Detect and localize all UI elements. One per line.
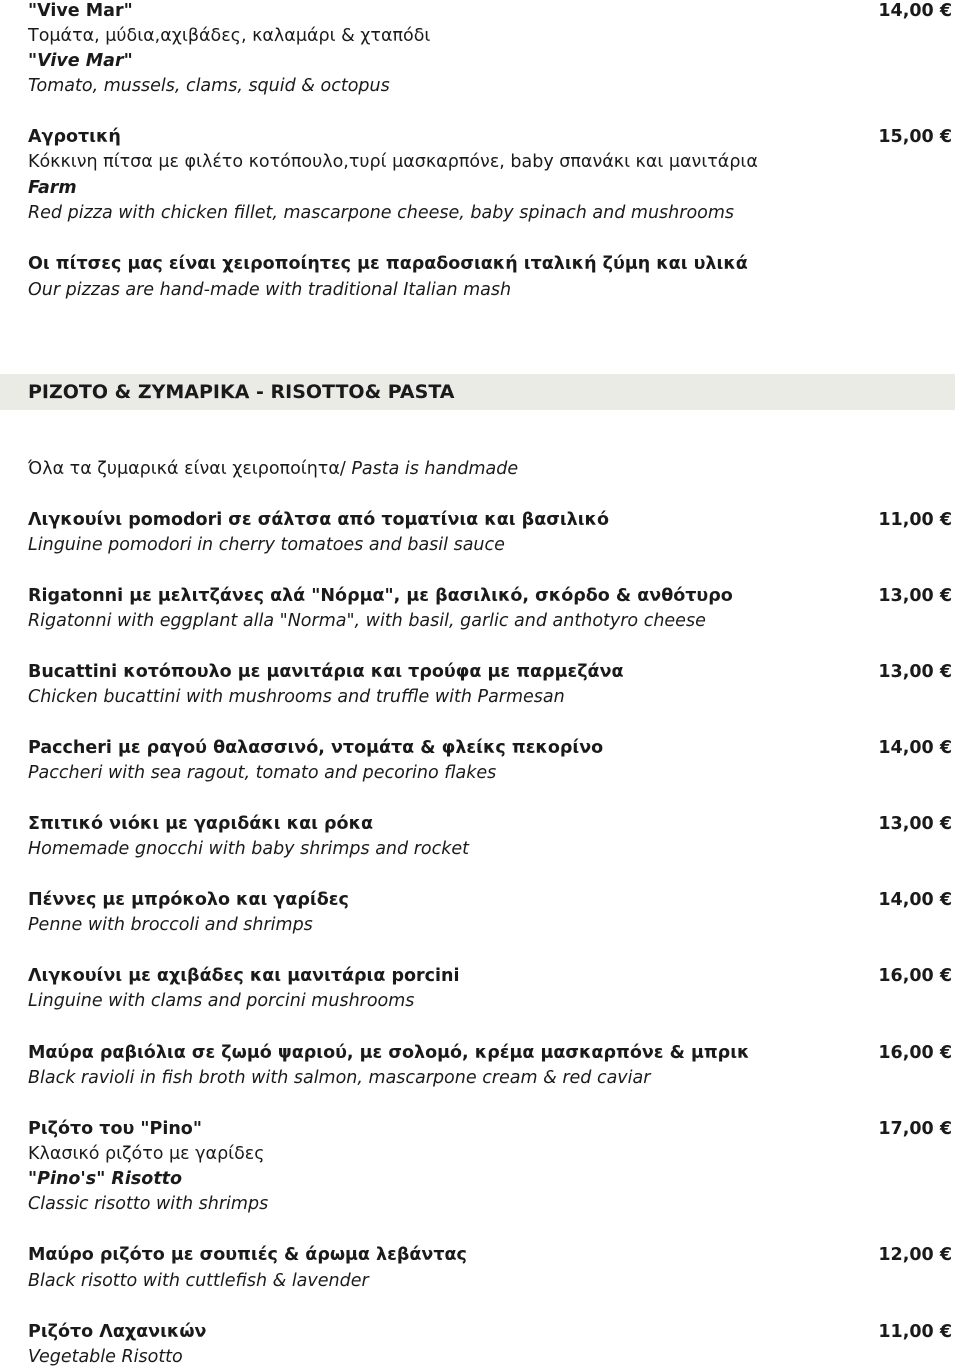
menu-item-price: 14,00 € xyxy=(878,738,952,758)
menu-item-description-english: Classic risotto with shrimps xyxy=(28,1194,269,1214)
menu-item-price: 14,00 € xyxy=(878,890,952,910)
menu-item-price: 11,00 € xyxy=(878,510,952,530)
menu-item-price: 17,00 € xyxy=(878,1119,952,1139)
menu-item-name: Πέννες με μπρόκολο και γαρίδες xyxy=(28,890,349,910)
menu-item-name: Αγροτική xyxy=(28,127,121,147)
pizza-note-greek: Οι πίτσες μας είναι χειροποίητες με παραδοσιακή ιταλική ζύμη και υλικά xyxy=(28,254,748,274)
menu-item-description-english: Rigatonni with eggplant alla "Norma", with basil, garlic and anthotyro cheese xyxy=(28,611,706,631)
menu-item-description-english: Homemade gnocchi with baby shrimps and rocket xyxy=(28,839,469,859)
menu-item-description-greek: Κόκκινη πίτσα με φιλέτο κοτόπουλο,τυρί μασκαρπόνε, baby σπανάκι και μανιτάρια xyxy=(28,152,758,172)
menu-item-name: Rigatonni με μελιτζάνες αλά "Νόρμα", με βασιλικό, σκόρδο & ανθότυρο xyxy=(28,586,733,606)
menu-item-description-english: Red pizza with chicken fillet, mascarpone cheese, baby spinach and mushrooms xyxy=(28,203,735,223)
menu-item-price: 13,00 € xyxy=(878,814,952,834)
menu-item-name: Λιγκουίνι με αχιβάδες και μανιτάρια porcini xyxy=(28,966,460,986)
menu-item-name: Ριζότο Λαχανικών xyxy=(28,1322,207,1342)
menu-item-description-greek: Κλασικό ριζότο με γαρίδες xyxy=(28,1144,265,1164)
menu-item-description-english: Black ravioli in fish broth with salmon, mascarpone cream & red caviar xyxy=(28,1068,651,1088)
menu-item-price: 15,00 € xyxy=(878,127,952,147)
menu-item-name: "Vive Mar" xyxy=(28,1,133,21)
menu-item-price: 16,00 € xyxy=(878,1043,952,1063)
section-note-english: Pasta is handmade xyxy=(351,459,519,479)
menu-item-name: Λιγκουίνι pomodori σε σάλτσα από τοματίνια και βασιλικό xyxy=(28,510,610,530)
menu-item-price: 14,00 € xyxy=(878,1,952,21)
menu-item-description-greek: Τομάτα, μύδια,αχιβάδες, καλαμάρι & χταπόδι xyxy=(28,26,431,46)
menu-item-name: Σπιτικό νιόκι με γαριδάκι και ρόκα xyxy=(28,814,374,834)
menu-item-price: 16,00 € xyxy=(878,966,952,986)
section-note xyxy=(28,458,518,480)
menu-item-description-english: Chicken bucattini with mushrooms and truffle with Parmesan xyxy=(28,687,565,707)
menu-item-description-english: Vegetable Risotto xyxy=(28,1347,183,1367)
menu-item-name: Μαύρο ριζότο με σουπιές & άρωμα λεβάντας xyxy=(28,1245,467,1265)
menu-item-description-english: Black risotto with cuttlefish & lavender xyxy=(28,1271,369,1291)
menu-item-description-english: Tomato, mussels, clams, squid & octopus xyxy=(28,76,390,96)
menu-item-price: 11,00 € xyxy=(878,1322,952,1342)
menu-item-name-english: "Pino's" Risotto xyxy=(28,1169,183,1189)
section-note-greek: Όλα τα ζυμαρικά είναι χειροποίητα/ xyxy=(28,459,352,479)
section-title: ΡΙΖΟΤΟ & ΖΥΜΑΡΙΚΑ - RISOTTO& PASTA xyxy=(28,381,455,403)
menu-item-name: Paccheri με ραγού θαλασσινό, ντομάτα & φλείκς πεκορίνο xyxy=(28,738,604,758)
pizza-note-english: Our pizzas are hand-made with traditional Italian mash xyxy=(28,280,512,300)
menu-item-price: 13,00 € xyxy=(878,586,952,606)
menu-item-price: 13,00 € xyxy=(878,662,952,682)
menu-item-description-english: Paccheri with sea ragout, tomato and pecorino flakes xyxy=(28,763,497,783)
menu-item-name: Μαύρα ραβιόλια σε ζωμό ψαριού, με σολομό, κρέμα μασκαρπόνε & μπρικ xyxy=(28,1043,750,1063)
menu-item-description-english: Linguine pomodori in cherry tomatoes and basil sauce xyxy=(28,535,505,555)
menu-item-description-english: Penne with broccoli and shrimps xyxy=(28,915,313,935)
menu-item-name-english: "Vive Mar" xyxy=(28,51,133,71)
menu-item-name: Bucattini κοτόπουλο με μανιτάρια και τρούφα με παρμεζάνα xyxy=(28,662,624,682)
menu-item-description-english: Linguine with clams and porcini mushrooms xyxy=(28,991,415,1011)
menu-item-price: 12,00 € xyxy=(878,1245,952,1265)
menu-item-name: Ριζότο του "Pino" xyxy=(28,1119,202,1139)
menu-item-name-english: Farm xyxy=(28,178,77,198)
